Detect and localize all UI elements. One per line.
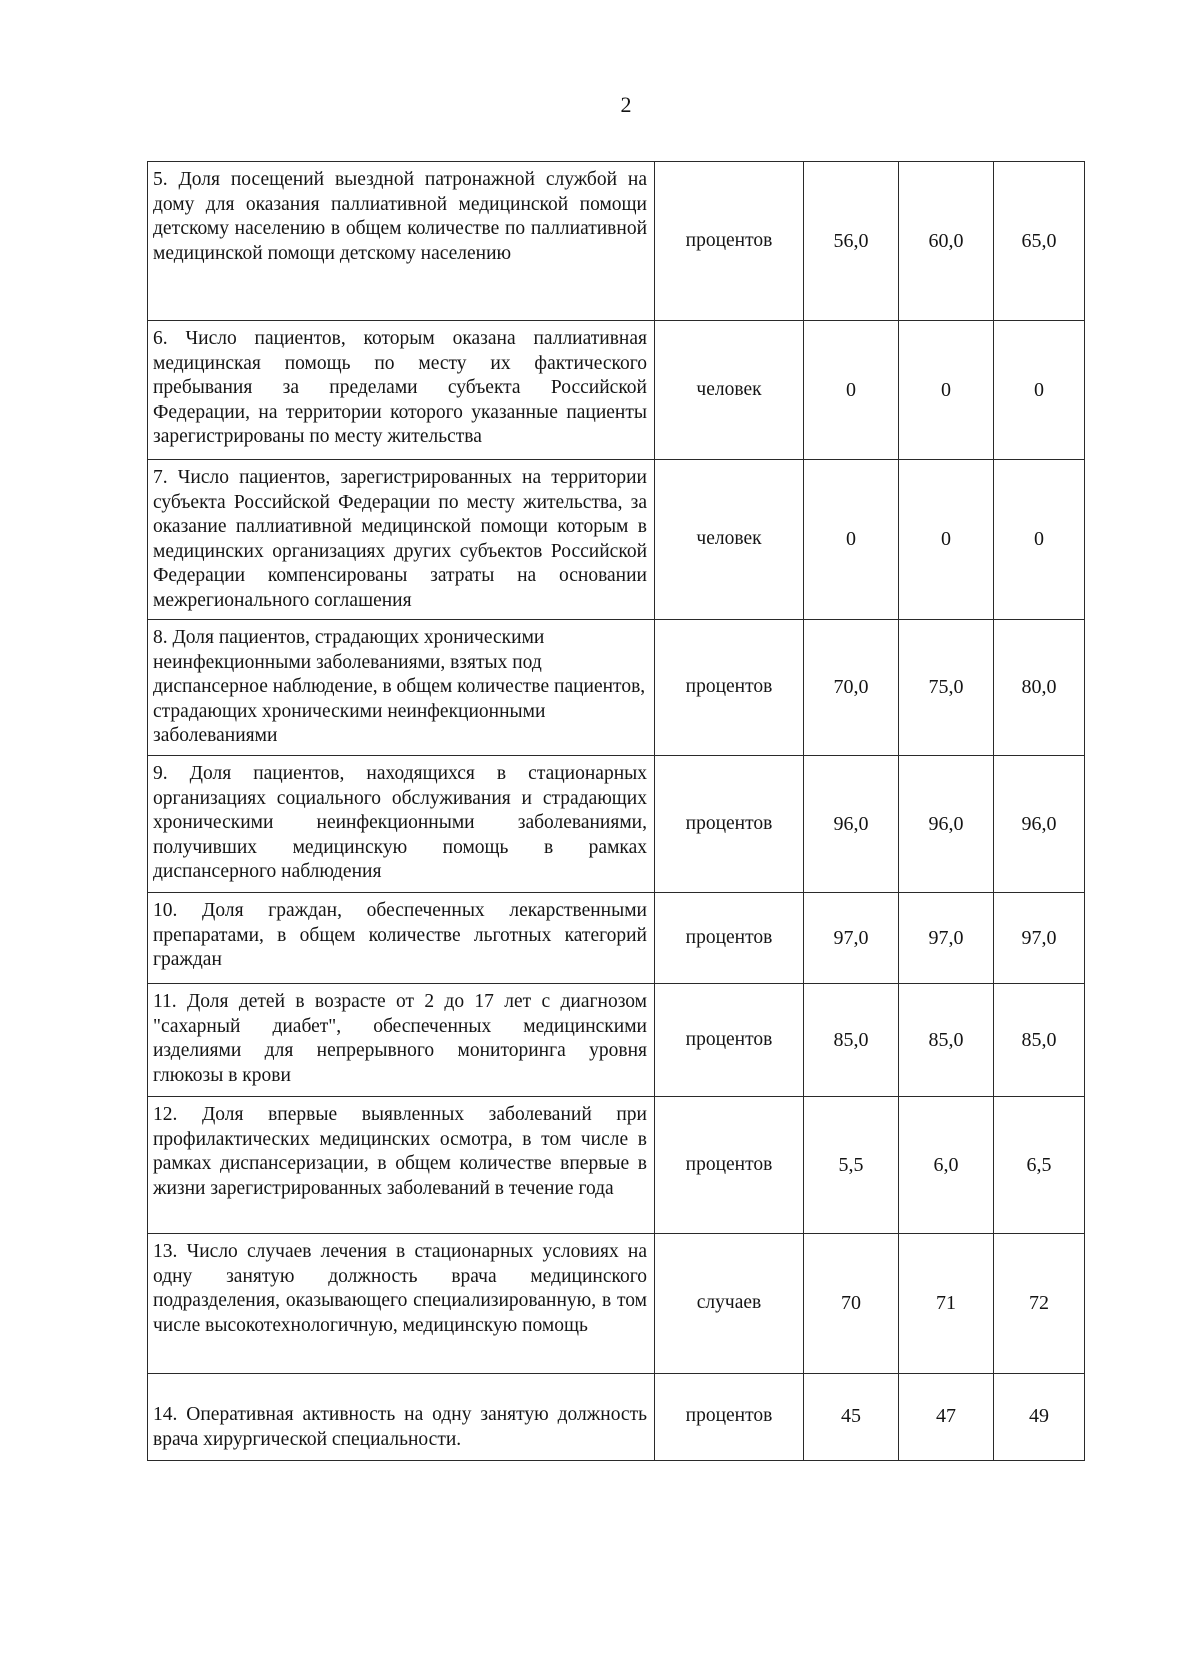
indicator-unit: процентов bbox=[655, 756, 804, 893]
indicator-description: 11. Доля детей в возрасте от 2 до 17 лет с диагнозом "сахарный диабет", обеспеченных медицинскими изделиями для непрерывного мониторинга уровня глюкозы в крови bbox=[148, 984, 655, 1097]
indicator-value-3: 97,0 bbox=[994, 893, 1085, 984]
indicator-value-2: 75,0 bbox=[899, 620, 994, 756]
indicator-value-2: 60,0 bbox=[899, 162, 994, 321]
indicator-value-3: 6,5 bbox=[994, 1097, 1085, 1234]
table-row bbox=[148, 321, 1085, 460]
indicator-value-3: 65,0 bbox=[994, 162, 1085, 321]
indicator-description: 6. Число пациентов, которым оказана паллиативная медицинская помощь по месту их фактического пребывания за пределами субъекта Российской Федерации, на территории которого указанные пациенты зарегистрированы по месту жительства bbox=[148, 321, 655, 460]
indicator-unit: процентов bbox=[655, 893, 804, 984]
indicator-value-2: 71 bbox=[899, 1234, 994, 1374]
table-row bbox=[148, 460, 1085, 620]
indicator-unit: человек bbox=[655, 460, 804, 620]
indicator-value-1: 45 bbox=[804, 1374, 899, 1461]
indicator-value-1: 0 bbox=[804, 460, 899, 620]
indicator-unit: случаев bbox=[655, 1234, 804, 1374]
indicator-unit: процентов bbox=[655, 162, 804, 321]
indicator-unit: процентов bbox=[655, 620, 804, 756]
indicator-value-2: 0 bbox=[899, 321, 994, 460]
page-number: 2 bbox=[620, 92, 632, 117]
table-row bbox=[148, 893, 1085, 984]
indicator-value-2: 0 bbox=[899, 460, 994, 620]
table-row bbox=[148, 1374, 1085, 1461]
table-row bbox=[148, 984, 1085, 1097]
indicator-unit: человек bbox=[655, 321, 804, 460]
indicator-value-3: 72 bbox=[994, 1234, 1085, 1374]
table-row bbox=[148, 1234, 1085, 1374]
indicator-value-1: 0 bbox=[804, 321, 899, 460]
indicator-value-3: 80,0 bbox=[994, 620, 1085, 756]
indicator-value-1: 5,5 bbox=[804, 1097, 899, 1234]
indicator-unit: процентов bbox=[655, 984, 804, 1097]
indicator-value-2: 47 bbox=[899, 1374, 994, 1461]
indicator-description: 5. Доля посещений выездной патронажной службой на дому для оказания паллиативной медицинской помощи детскому населению в общем количестве по паллиативной медицинской помощи детскому населению bbox=[148, 162, 655, 321]
table-row bbox=[148, 756, 1085, 893]
indicator-value-1: 70 bbox=[804, 1234, 899, 1374]
indicator-description: 12. Доля впервые выявленных заболеваний при профилактических медицинских осмотра, в том числе в рамках диспансеризации, в общем количестве впервые в жизни зарегистрированных заболеваний в течение года bbox=[148, 1097, 655, 1234]
indicator-description: 9. Доля пациентов, находящихся в стационарных организациях социального обслуживания и страдающих хроническими неинфекционными заболеваниями, получивших медицинскую помощь в рамках диспансерного наблюдения bbox=[148, 756, 655, 893]
indicator-value-1: 97,0 bbox=[804, 893, 899, 984]
indicator-description: 14. Оперативная активность на одну занятую должность врача хирургической специальности. bbox=[148, 1374, 655, 1461]
indicator-value-3: 0 bbox=[994, 460, 1085, 620]
table-row bbox=[148, 620, 1085, 756]
indicator-description: 7. Число пациентов, зарегистрированных на территории субъекта Российской Федерации по месту жительства, за оказание паллиативной медицинской помощи которым в медицинских организациях других субъектов Российской Федерации компенсированы затраты на основании межрегионального соглашения bbox=[148, 460, 655, 620]
indicator-value-2: 97,0 bbox=[899, 893, 994, 984]
indicator-description: 10. Доля граждан, обеспеченных лекарственными препаратами, в общем количестве льготных категорий граждан bbox=[148, 893, 655, 984]
indicator-value-1: 96,0 bbox=[804, 756, 899, 893]
indicator-value-3: 0 bbox=[994, 321, 1085, 460]
indicator-value-3: 49 bbox=[994, 1374, 1085, 1461]
indicator-description: 13. Число случаев лечения в стационарных условиях на одну занятую должность врача медицинского подразделения, оказывающего специализированную, в том числе высокотехнологичную, медицинскую помощь bbox=[148, 1234, 655, 1374]
indicator-value-1: 85,0 bbox=[804, 984, 899, 1097]
indicator-value-3: 85,0 bbox=[994, 984, 1085, 1097]
table-row bbox=[148, 1097, 1085, 1234]
indicator-value-2: 85,0 bbox=[899, 984, 994, 1097]
indicator-unit: процентов bbox=[655, 1097, 804, 1234]
indicator-value-1: 70,0 bbox=[804, 620, 899, 756]
indicator-value-2: 96,0 bbox=[899, 756, 994, 893]
indicator-value-1: 56,0 bbox=[804, 162, 899, 321]
indicator-value-2: 6,0 bbox=[899, 1097, 994, 1234]
indicator-value-3: 96,0 bbox=[994, 756, 1085, 893]
indicator-unit: процентов bbox=[655, 1374, 804, 1461]
indicator-description: 8. Доля пациентов, страдающих хроническими неинфекционными заболеваниями, взятых под диспансерное наблюдение, в общем количестве пациентов, страдающих хроническими неинфекционными заболеваниями bbox=[148, 620, 655, 756]
indicators-table bbox=[147, 161, 1085, 1461]
table-row bbox=[148, 162, 1085, 321]
